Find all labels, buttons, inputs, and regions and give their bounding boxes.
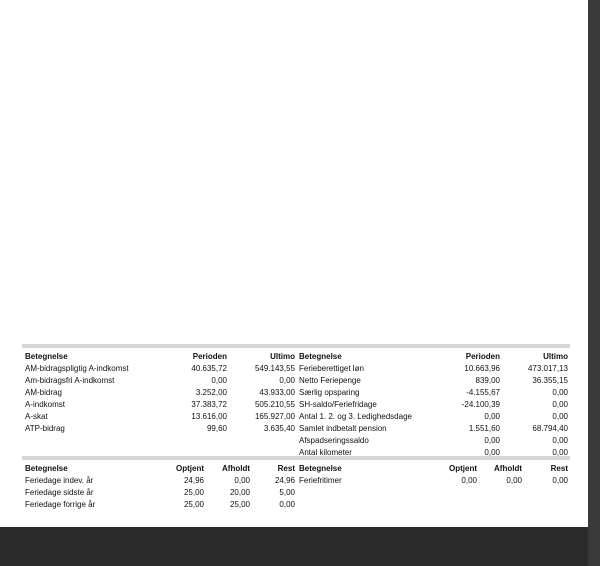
summary-left-row-period: 3.252,00	[195, 388, 227, 397]
summary-right-row-label: SH-saldo/Feriefridage	[299, 400, 377, 409]
summary-left-header-label: Betegnelse	[25, 352, 68, 361]
summary-right-row-label: Netto Feriepenge	[299, 376, 361, 385]
vacation-left-row-earned: 25,00	[183, 488, 204, 497]
summary-right-row-label: Antal 1. 2. og 3. Ledighedsdage	[299, 412, 412, 421]
summary-right-row-period: 0,00	[484, 436, 500, 445]
summary-header-divider	[22, 344, 570, 348]
vacation-right-header-held: Afholdt	[494, 464, 522, 473]
summary-left-row-label: AM-bidragspligtig A-indkomst	[25, 364, 129, 373]
summary-left-row-period: 40.635,72	[191, 364, 227, 373]
vacation-right-header-rest: Rest	[550, 464, 568, 473]
summary-left-row-ultimo: 0,00	[279, 376, 295, 385]
vacation-left-row-held: 25,00	[229, 500, 250, 509]
vacation-right-header-earned: Optjent	[449, 464, 477, 473]
vacation-left-row-earned: 25,00	[183, 500, 204, 509]
summary-left-row-period: 99,60	[206, 424, 227, 433]
summary-left-row-period: 13.616,00	[191, 412, 227, 421]
vacation-left-header-held: Afholdt	[222, 464, 250, 473]
summary-right-row-ultimo: 473.017,13	[527, 364, 568, 373]
vacation-left-row-label: Feriedage indev. år	[25, 476, 94, 485]
summary-right-row-label: Antal kilometer	[299, 448, 352, 457]
summary-left-row-label: AM-bidrag	[25, 388, 62, 397]
vacation-right-header-label: Betegnelse	[299, 464, 342, 473]
viewer-edge	[588, 0, 600, 566]
summary-right-header-ultimo: Ultimo	[543, 352, 568, 361]
summary-right-header-label: Betegnelse	[299, 352, 342, 361]
summary-right-row-ultimo: 0,00	[552, 412, 568, 421]
summary-left-row-ultimo: 3.635,40	[263, 424, 295, 433]
vacation-left-row-rest: 24,96	[274, 476, 295, 485]
vacation-left-row-label: Feriedage forrige år	[25, 500, 96, 509]
summary-left-row-label: ATP-bidrag	[25, 424, 65, 433]
vacation-left-row-earned: 24,96	[183, 476, 204, 485]
summary-right-row-label: Særlig opsparing	[299, 388, 360, 397]
summary-left-row-label: A-skat	[25, 412, 48, 421]
vacation-left-row-rest: 0,00	[279, 500, 295, 509]
summary-right-row-ultimo: 0,00	[552, 400, 568, 409]
vacation-right-row-earned: 0,00	[461, 476, 477, 485]
vacation-left-row-held: 0,00	[234, 476, 250, 485]
vacation-left-row-rest: 5,00	[279, 488, 295, 497]
summary-right-row-period: -4.155,67	[466, 388, 500, 397]
vacation-right-row-held: 0,00	[506, 476, 522, 485]
summary-right-row-period: 1.551,60	[468, 424, 500, 433]
summary-right-row-period: 839,00	[475, 376, 500, 385]
vacation-right-row-label: Feriefritimer	[299, 476, 342, 485]
summary-right-row-ultimo: 36.355,15	[532, 376, 568, 385]
summary-right-row-ultimo: 0,00	[552, 448, 568, 457]
summary-left-row-ultimo: 165.927,00	[254, 412, 295, 421]
summary-right-row-label: Afspadseringssaldo	[299, 436, 369, 445]
summary-left-row-label: A-indkomst	[25, 400, 66, 409]
vacation-left-header-rest: Rest	[277, 464, 295, 473]
vacation-left-row-held: 20,00	[229, 488, 250, 497]
summary-right-row-label: Samlet indbetalt pension	[299, 424, 387, 433]
summary-left-header-ultimo: Ultimo	[270, 352, 295, 361]
summary-right-row-period: -24.100,39	[461, 400, 500, 409]
vacation-left-header-label: Betegnelse	[25, 464, 68, 473]
summary-left-row-label: Am-bidragsfri A-indkomst	[25, 376, 115, 385]
summary-left-header-period: Perioden	[192, 352, 227, 361]
summary-right-row-period: 0,00	[484, 448, 500, 457]
summary-left-row-ultimo: 549.143,55	[254, 364, 295, 373]
summary-right-row-period: 10.663,96	[464, 364, 500, 373]
summary-right-row-period: 0,00	[484, 412, 500, 421]
summary-left-row-period: 37.383,72	[191, 400, 227, 409]
summary-right-row-label: Ferieberettiget løn	[299, 364, 364, 373]
summary-left-row-ultimo: 505.210,55	[254, 400, 295, 409]
summary-left-row-period: 0,00	[211, 376, 227, 385]
summary-right-header-period: Perioden	[465, 352, 500, 361]
vacation-left-header-earned: Optjent	[176, 464, 204, 473]
summary-right-row-ultimo: 0,00	[552, 436, 568, 445]
vacation-left-row-label: Feriedage sidste år	[25, 488, 94, 497]
summary-right-row-ultimo: 68.794,40	[532, 424, 568, 433]
vacation-right-row-rest: 0,00	[552, 476, 568, 485]
summary-right-row-ultimo: 0,00	[552, 388, 568, 397]
summary-left-row-ultimo: 43.933,00	[259, 388, 295, 397]
